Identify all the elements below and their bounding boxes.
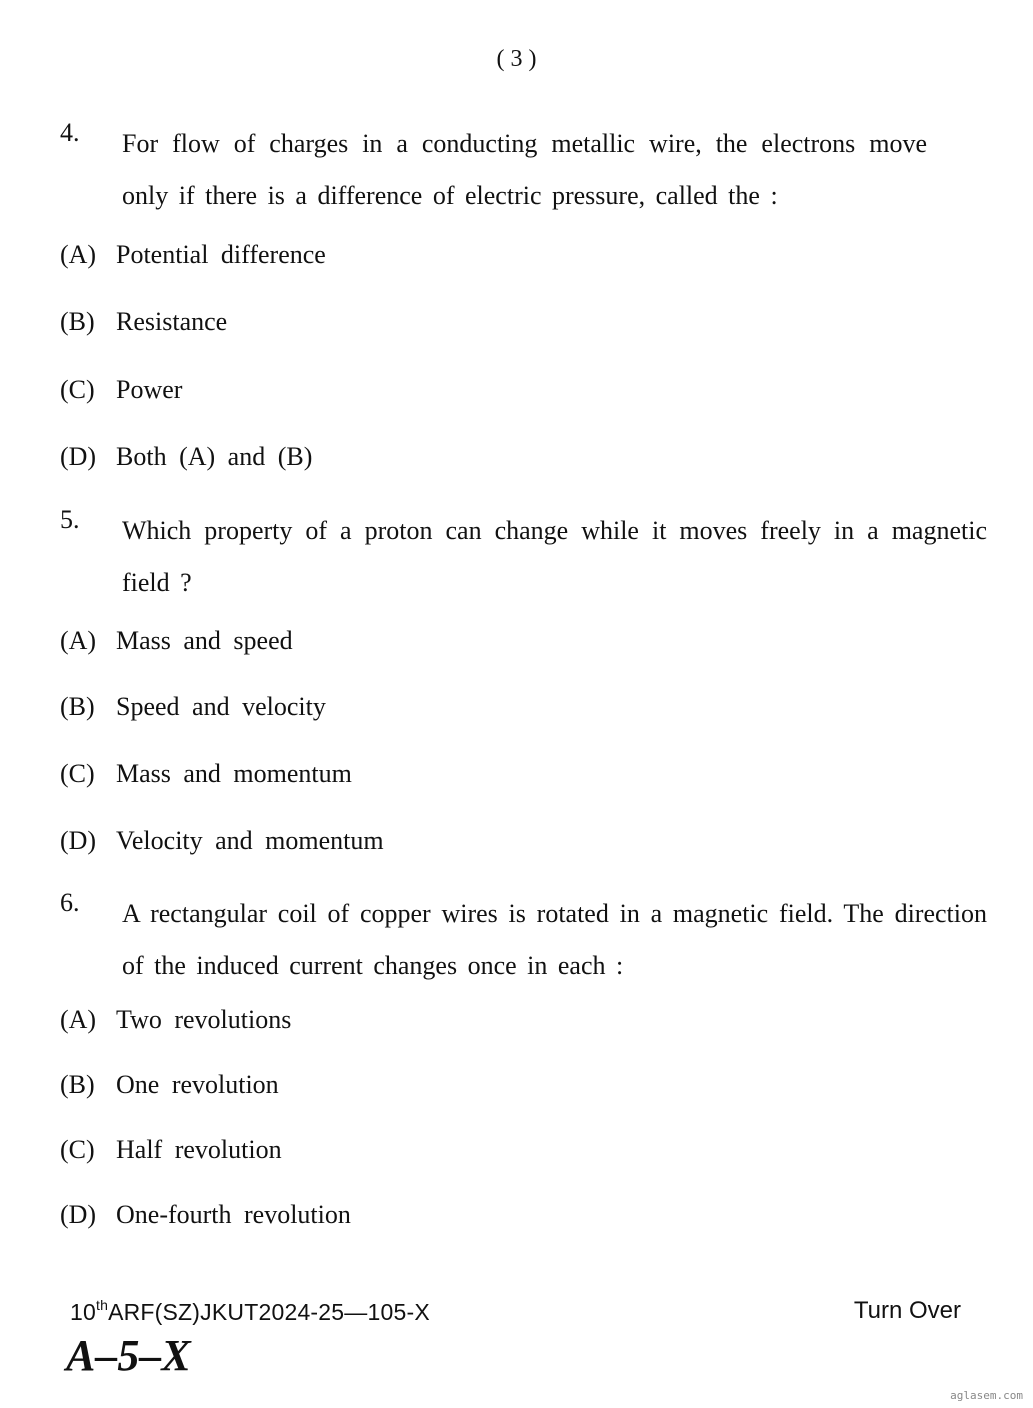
option-text: One-fourth revolution	[116, 1200, 351, 1229]
paper-code-superscript: th	[95, 1297, 109, 1313]
option-label: (A)	[60, 240, 97, 269]
option-a	[60, 1005, 291, 1035]
option-text: Speed and velocity	[116, 692, 326, 721]
option-c	[60, 1135, 282, 1165]
question-number: 6.	[60, 888, 80, 917]
question-number: 4.	[60, 118, 80, 147]
option-d	[60, 1200, 351, 1230]
option-text: Half revolution	[116, 1135, 282, 1164]
option-label: (D)	[60, 442, 97, 471]
paper-code-rest: ARF(SZ)JKUT2024-25—105-X	[108, 1299, 430, 1325]
option-b	[60, 692, 326, 722]
option-text: One revolution	[116, 1070, 279, 1099]
paper-code-prefix: 10	[70, 1299, 96, 1325]
option-label: (C)	[60, 1135, 95, 1164]
option-label: (D)	[60, 826, 97, 855]
option-text: Potential difference	[116, 240, 326, 269]
question-number: 5.	[60, 505, 80, 534]
option-label: (B)	[60, 307, 95, 336]
paper-code	[70, 1297, 430, 1326]
option-a	[60, 626, 293, 656]
option-b	[60, 1070, 279, 1100]
option-label: (C)	[60, 759, 95, 788]
watermark: aglasem.com	[950, 1389, 1023, 1402]
option-b	[60, 307, 227, 337]
page-number: ( 3 )	[496, 46, 537, 72]
question-text: A rectangular coil of copper wires is rotated in a magnetic field. The direction of the induced current changes once in each :	[122, 899, 987, 980]
option-text: Mass and speed	[116, 626, 293, 655]
option-text: Two revolutions	[116, 1005, 292, 1034]
option-c	[60, 375, 182, 405]
option-a	[60, 240, 326, 270]
option-d	[60, 826, 384, 856]
option-text: Power	[116, 375, 183, 404]
option-label: (C)	[60, 375, 95, 404]
option-label: (A)	[60, 1005, 97, 1034]
option-text: Mass and momentum	[116, 759, 352, 788]
option-label: (A)	[60, 626, 97, 655]
option-label: (B)	[60, 1070, 95, 1099]
option-text: Velocity and momentum	[116, 826, 384, 855]
turn-over-label: Turn Over	[853, 1297, 961, 1324]
option-d	[60, 442, 312, 472]
set-code: A–5–X	[66, 1331, 191, 1380]
option-text: Resistance	[116, 307, 228, 336]
option-label: (D)	[60, 1200, 97, 1229]
option-label: (B)	[60, 692, 95, 721]
question-text: Which property of a proton can change while it moves freely in a magnetic field ?	[122, 516, 987, 597]
question-text: For flow of charges in a conducting metallic wire, the electrons move only if there is a difference of electric pressure, called the :	[122, 129, 927, 210]
option-c	[60, 759, 352, 789]
option-text: Both (A) and (B)	[116, 442, 313, 471]
